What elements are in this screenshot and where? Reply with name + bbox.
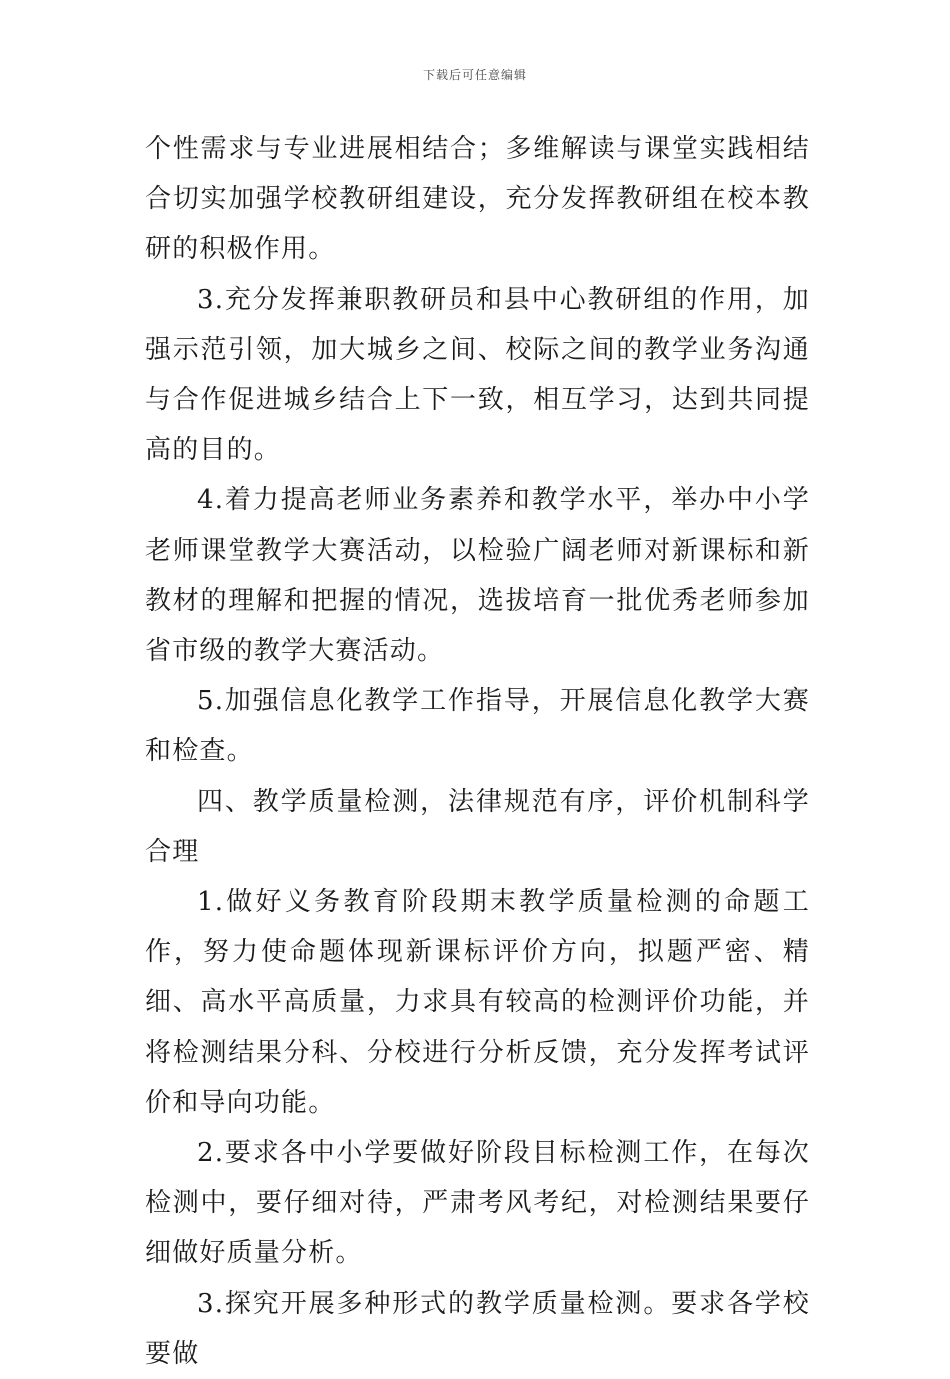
- paragraph-7: 3.探究开展多种形式的教学质量检测。要求各学校要做: [145, 1288, 810, 1369]
- paragraph-1: 个性需求与专业进展相结合；多维解读与课堂实践相结合切实加强学校教研组建设，充分发挥教研组在校本教研的积极作用。: [145, 134, 810, 265]
- paragraph-6: 2.要求各中小学要做好阶段目标检测工作，在每次检测中，要仔细对待，严肃考风考纪，对检测结果要仔细做好质量分析。: [145, 1138, 810, 1269]
- paragraph-2: 3.充分发挥兼职教研员和县中心教研组的作用，加强示范引领，加大城乡之间、校际之间的教学业务沟通与合作促进城乡结合上下一致，相互学习，达到共同提高的目的。: [145, 284, 810, 466]
- paragraph-5: 1.做好义务教育阶段期末教学质量检测的命题工作，努力使命题体现新课标评价方向，拟题严密、精细、高水平高质量，力求具有较高的检测评价功能，并将检测结果分科、分校进行分析反馈，充分发挥考试评价和导向功能。: [145, 887, 810, 1118]
- paragraph-4: 5.加强信息化教学工作指导，开展信息化教学大赛和检查。: [145, 686, 810, 767]
- section-heading: 四、教学质量检测，法律规范有序，评价机制科学合理: [145, 786, 810, 867]
- paragraph-3: 4.着力提高老师业务素养和教学水平，举办中小学老师课堂教学大赛活动，以检验广阔老师对新课标和新教材的理解和把握的情况，选拔培育一批优秀老师参加省市级的教学大赛活动。: [145, 485, 810, 667]
- document-body: [145, 124, 810, 1379]
- header-note: 下载后可任意编辑: [422, 68, 527, 82]
